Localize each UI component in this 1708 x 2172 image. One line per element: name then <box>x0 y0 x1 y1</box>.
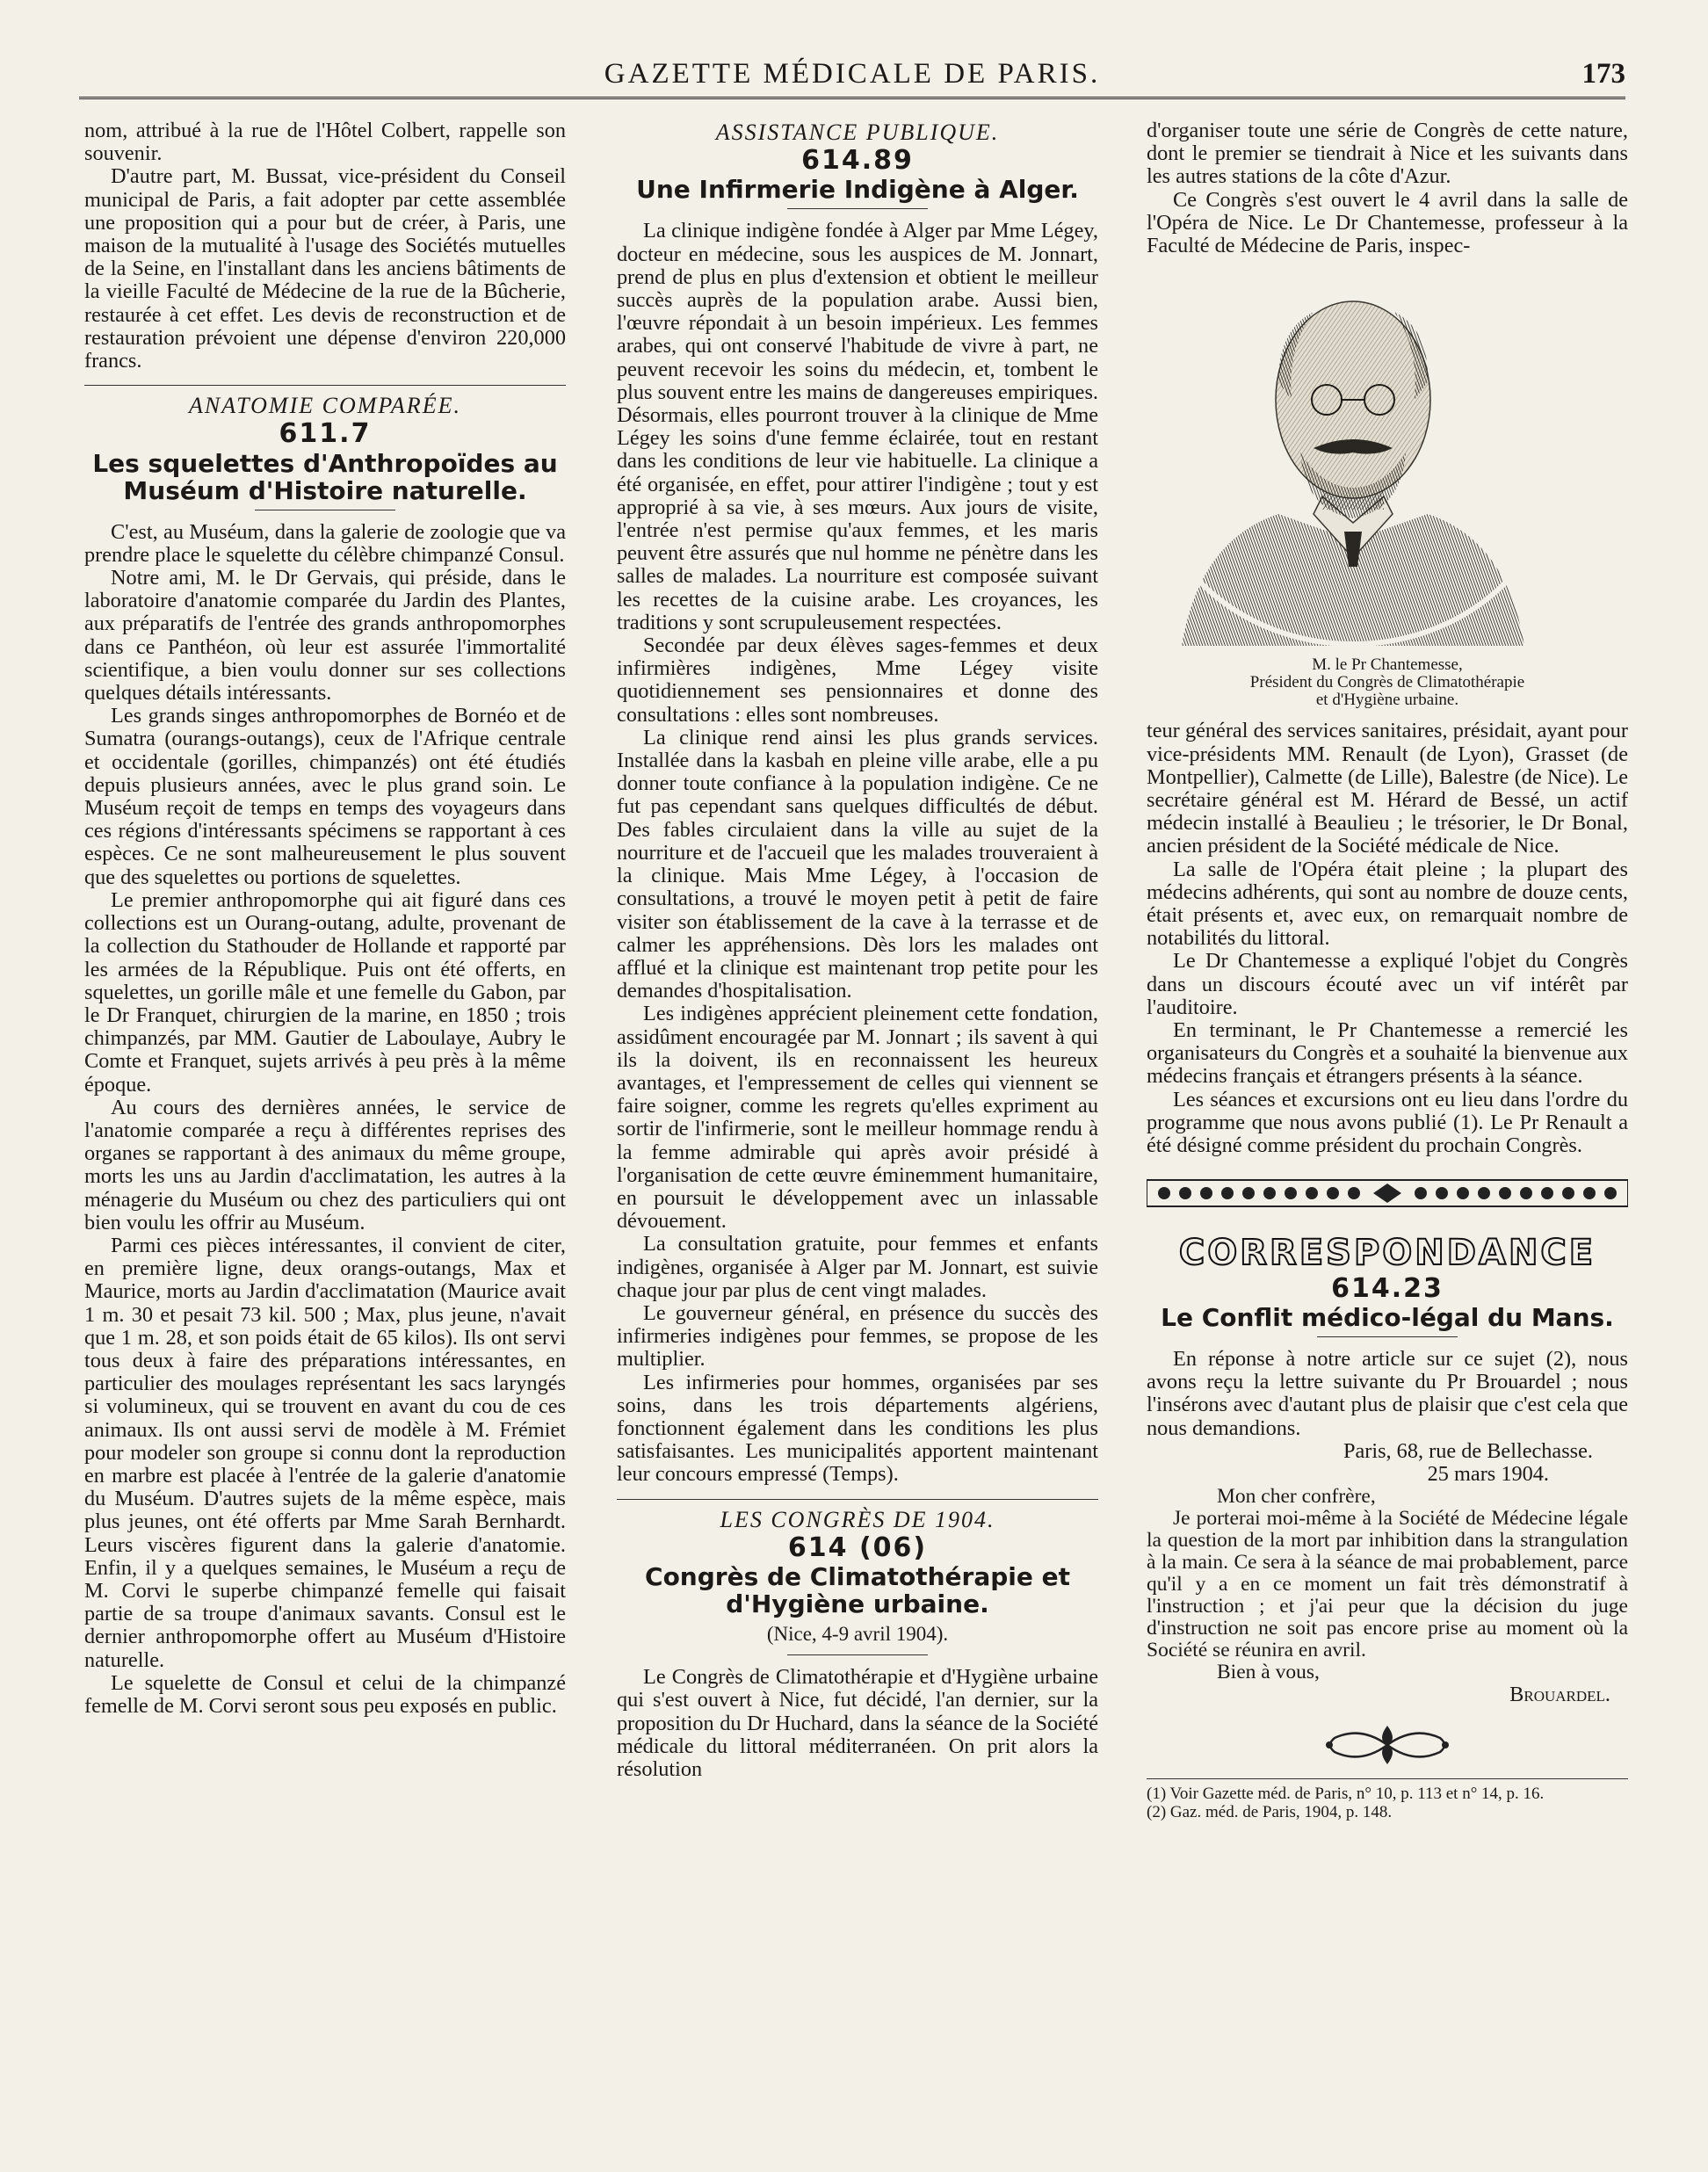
column-1 <box>84 119 566 1718</box>
article-heading: Les squelettes d'Anthropoïdes au Muséum d'Histoire naturelle. <box>92 448 558 505</box>
letter-date: 25 mars 1904. <box>1427 1461 1549 1486</box>
portrait-caption <box>1147 656 1628 709</box>
paragraph: Le squelette de Consul et celui de la chimpanzé femelle de M. Corvi seront sous peu exposés en public. <box>84 1670 566 1718</box>
letter-place: Paris, 68, rue de Bellechasse. <box>1343 1438 1593 1463</box>
article-subtitle: (Nice, 4-9 avril 1904). <box>766 1622 949 1645</box>
paragraph: Au cours des dernières années, le service de l'anatomie comparée a reçu à différentes reprises des organes se rapportant à des animaux du même groupe, morts les uns au Jardin d'acclimatation, les autres à la ménagerie du Muséum ou chez des particuliers qui ont bien voulu les offrir au Muséum. <box>84 1095 566 1234</box>
section-title-correspondance: CORRESPONDANCE <box>1178 1233 1596 1274</box>
letter-body: Je porterai moi-même à la Société de Médecine légale la question de la mort par inhibition dans la strangulation à la main. Ce sera à la séance de mai probablement, parce qu'il y a en ce moment un fait très démonstratif à l'instruction ; et j'ai peur que la décision du juge d'instruction ne soit pas encore prise au moment où la Société se réunira en avril. <box>1147 1507 1628 1662</box>
letter-salutation: Mon cher confrère, <box>1217 1485 1376 1509</box>
portrait-engraving <box>1147 277 1560 646</box>
paragraph: Notre ami, M. le Dr Gervais, qui préside, dans le laboratoire d'anatomie comparée du Jardin des Plantes, aux préparatifs de l'entrée des grands anthropomorphes dans ce Panthéon, où leur est assurée l'immortalité scientifique, a bien voulu donner sur ses collections quelques détails intéressants. <box>84 566 566 706</box>
letter <box>1147 1486 1628 1706</box>
section-title: ANATOMIE COMPARÉE. <box>84 385 566 417</box>
divider <box>787 1654 928 1655</box>
caption-line: et d'Hygiène urbaine. <box>1315 691 1459 710</box>
section-title: ASSISTANCE PUBLIQUE. <box>715 119 1000 145</box>
footnote: (2) Gaz. méd. de Paris, 1904, p. 148. <box>1147 1803 1393 1822</box>
paragraph: C'est, au Muséum, dans la galerie de zoologie que va prendre place le squelette du célèbre chimpanzé Consul. <box>84 519 566 567</box>
paragraph: Le gouverneur général, en présence du succès des infirmeries indigènes pour femmes, se propose de les multiplier. <box>617 1300 1098 1372</box>
paragraph: nom, attribué à la rue de l'Hôtel Colbert, rappelle son souvenir. <box>84 119 566 166</box>
paragraph: Les infirmeries pour hommes, organisées par ses soins, dans les trois départements algériens, fonctionnent également dans les conditions les plus satisfaisantes. Les municipalités apportent maintenant leur concours empressé (Temps). <box>617 1370 1098 1487</box>
masthead <box>79 58 1625 99</box>
paragraph: Le Dr Chantemesse a expliqué l'objet du Congrès dans un discours écouté avec un vif intérêt par l'auditoire. <box>1147 949 1628 1019</box>
journal-title: GAZETTE MÉDICALE DE PARIS. <box>604 58 1101 90</box>
paragraph: La clinique rend ainsi les plus grands services. Installée dans la kasbah en pleine ville arabe, elle a pu donner toute confiance à la population indigène. Ce ne fut pas cependant sans quelques difficultés de début. Des fables circulaient dans la ville au sujet de la nourriture et de l'accueil que les malades trouveraient à la clinique. Mais Mme Légey, à l'occasion de consultations, a trouvé le moyen petit à petit de faire visiter son établissement de la cave à la terrasse et de calmer les appréhensions. Dès lors les malades ont afflué et la clinique est maintenant trop petite pour les demandes d'hospitalisation. <box>617 725 1098 1003</box>
page-number: 173 <box>1581 58 1625 90</box>
paragraph: Les séances et excursions ont eu lieu dans l'ordre du programme que nous avons publié (1). Le Pr Renault a été désigné comme président du prochain Congrès. <box>1147 1087 1628 1158</box>
paragraph: Parmi ces pièces intéressantes, il convient de citer, en première ligne, deux orangs-outangs, Max et Maurice, morts au Jardin d'acclimatation (Maurice avait 1 m. 30 et pesait 73 kil. 500 ; Max, plus jeune, n'avait que 1 m. 28, et son poids était de 65 kilos). Ils ont servi tous deux à faire des préparations intéressantes, en particulier des moulages représentant les sacs laryngés si volumineux, qui se trouvent en avant du cou de ces animaux. Ils ont aussi servi de modèle à M. Frémiet pour modeler son groupe si connu dont la reproduction en marbre est placée à l'entrée de la galerie d'anatomie du Muséum. D'autres sujets de la même espèce, mais plus jeunes, ont été offerts par Mme Sarah Bernhardt. Leurs viscères figurent dans la galerie d'anatomie. Enfin, il y a quelques semaines, le Muséum a reçu de M. Corvi le superbe chimpanzé femelle qui faisait partie de sa troupe d'animaux savants. Consul est le dernier anthropomorphe offert au Muséum d'Histoire naturelle. <box>84 1233 566 1672</box>
paragraph: teur général des services sanitaires, présidait, ayant pour vice-présidents MM. Renault (de Lyon), Grasset (de Montpellier), Calmette (de Lille), Balestre (de Nice). Le secrétaire général est M. Hérard de Bessé, un actif médecin installé à Beaulieu ; le trésorier, le Dr Bonal, ancien président de la Société médicale de Nice. <box>1147 719 1628 858</box>
article-heading: Le Conflit médico-légal du Mans. <box>1161 1302 1614 1332</box>
letter-closing: Bien à vous, <box>1217 1661 1320 1684</box>
signature: Brouardel. <box>1509 1683 1610 1707</box>
article-number: 614.89 <box>801 145 914 177</box>
decorative-border <box>1147 1178 1628 1208</box>
divider <box>787 208 928 209</box>
paragraph: La clinique indigène fondée à Alger par Mme Légey, docteur en médecine, sous les auspices de M. Jonnart, prend de plus en plus d'extension et obtient le meilleur succès auprès de la population arabe. Aussi bien, l'œuvre répondait à un besoin impérieux. Les femmes arabes, qui ont conservé l'habitude de vivre à part, ne peuvent recevoir les soins du médecin, et, tombent le plus souvent entre les mains de dangereuses empiriques. Désormais, elles pourront trouver à la clinique de Mme Légey les soins d'une femme éclairée, tout en restant dans les conditions de leur vie habituelle. La clinique a été organisée, en effet, pour attirer l'indigène ; tout y est approprié à sa vie, à ses mœurs. Aux jours de visite, l'entrée n'est permise qu'aux femmes, et les maris peuvent être assurés que nul homme ne pénètre dans les salles de malades. La nourriture est composée suivant les recettes de la cuisine arabe. Les croyances, les traditions y sont scrupuleusement respectées. <box>617 219 1098 634</box>
fleuron-ornament <box>1317 1720 1458 1770</box>
paragraph: Le premier anthropomorphe qui ait figuré dans ces collections est un Ourang-outang, adulte, provenant de la collection du Stathouder de Hollande et rapporté par les armées de la République. Puis ont été offerts, en squelettes, un gorille mâle et une femelle du Gabon, par le Dr Franquet, chirurgien de la marine, en 1850 ; trois chimpanzés, par MM. Gautier de Laboulaye, Aubry le Comte et Franquet, sujets arrivés à peu près à la même époque. <box>84 887 566 1097</box>
column-3 <box>1147 119 1628 1821</box>
paragraph: Secondée par deux élèves sages-femmes et deux infirmières indigènes, Mme Légey visite quotidiennement ses pensionnaires et donne des consultations : elles sont nombreuses. <box>617 634 1098 727</box>
footnote: (1) Voir Gazette méd. de Paris, n° 10, p. 113 et n° 14, p. 16. <box>1147 1785 1545 1804</box>
paragraph: Les indigènes apprécient pleinement cette fondation, assidûment encouragée par M. Jonnart ; ils savent à qui ils la doivent, ils en reconnaissent les heureux avantages, et l'empressement de celles qui viennent se faire soigner, comme les regrets qu'elles expriment au sortir de l'infirmerie, sont le meilleur hommage rendu à la femme admirable qui après avoir présidé à l'organisation de cette œuvre éminemment humanitaire, en poursuit le développement avec un inlassable dévouement. <box>617 1002 1098 1234</box>
paragraph: d'organiser toute une série de Congrès de cette nature, dont le premier se tiendrait à Nice et les suivants dans les autres stations de la côte d'Azur. <box>1147 119 1628 189</box>
paragraph: La salle de l'Opéra était pleine ; la plupart des médecins adhérents, qui sont au nombre de douze cents, était présents et, avec eux, on remarquait nombre de notabilités du littoral. <box>1147 857 1628 951</box>
paragraph: La consultation gratuite, pour femmes et enfants indigènes, organisée à Alger par M. Jonnart, est suivie chaque jour par plus de cent vingt malades. <box>617 1232 1098 1302</box>
paragraph: Ce Congrès s'est ouvert le 4 avril dans la salle de l'Opéra de Nice. Le Dr Chantemesse, professeur à la Faculté de Médecine de Paris, inspec- <box>1147 187 1628 258</box>
paragraph: En réponse à notre article sur ce sujet (2), nous avons reçu la lettre suivante du Pr Brouardel ; nous l'insérons avec d'autant plus de plaisir que c'est cela que nous demandions. <box>1147 1346 1628 1440</box>
article-heading: Congrès de Climatothérapie et d'Hygiène urbaine. <box>645 1561 1070 1618</box>
paragraph: En terminant, le Pr Chantemesse a remercié les organisateurs du Congrès et a souhaité la bienvenue aux médecins français et étrangers présents à la séance. <box>1147 1018 1628 1089</box>
section-title: LES CONGRÈS DE 1904. <box>617 1499 1098 1531</box>
article-number: 611.7 <box>279 418 372 450</box>
article-heading: Une Infirmerie Indigène à Alger. <box>636 175 1079 205</box>
article-number: 614.23 <box>1331 1272 1444 1304</box>
article-number: 614 (06) <box>787 1531 928 1563</box>
paragraph: D'autre part, M. Bussat, vice-président du Conseil municipal de Paris, a fait adopter par cette assemblée une proposition qui a pour but de créer, à Paris, une maison de la mutualité à l'usage des Sociétés mutuelles de la Seine, en l'installant dans les anciens bâtiments de la vieille Faculté de Médecine de la rue de la Bûcherie, restaurée à cet effet. Les devis de reconstruction et de restauration prévoient une dépense d'environ 220,000 francs. <box>84 164 566 373</box>
paragraph: Le Congrès de Climatothérapie et d'Hygiène urbaine qui s'est ouvert à Nice, fut décidé, l'an dernier, sur la proposition du Dr Huchard, dans la séance de la Société médicale du littoral méditerranéen. On prit alors la résolution <box>617 1665 1098 1781</box>
caption-line: Président du Congrès de Climatothérapie <box>1249 673 1525 692</box>
column-2 <box>617 119 1098 1781</box>
divider <box>1317 1336 1458 1337</box>
paragraph: Les grands singes anthropomorphes de Bornéo et de Sumatra (ourangs-outangs), ceux de l'Afrique centrale et occidentale (gorilles, chimpanzés) ont été étudiés depuis plusieurs années, avec le plus grand soin. Le Muséum reçoit de temps en temps des voyageurs dans ces régions d'intéressants spécimens se rapportant à ces espèces. Ce ne sont malheureusement le plus souvent que des squelettes ou portions de squelettes. <box>84 704 566 889</box>
caption-line: M. le Pr Chantemesse, <box>1312 655 1463 675</box>
footnotes <box>1147 1778 1628 1821</box>
